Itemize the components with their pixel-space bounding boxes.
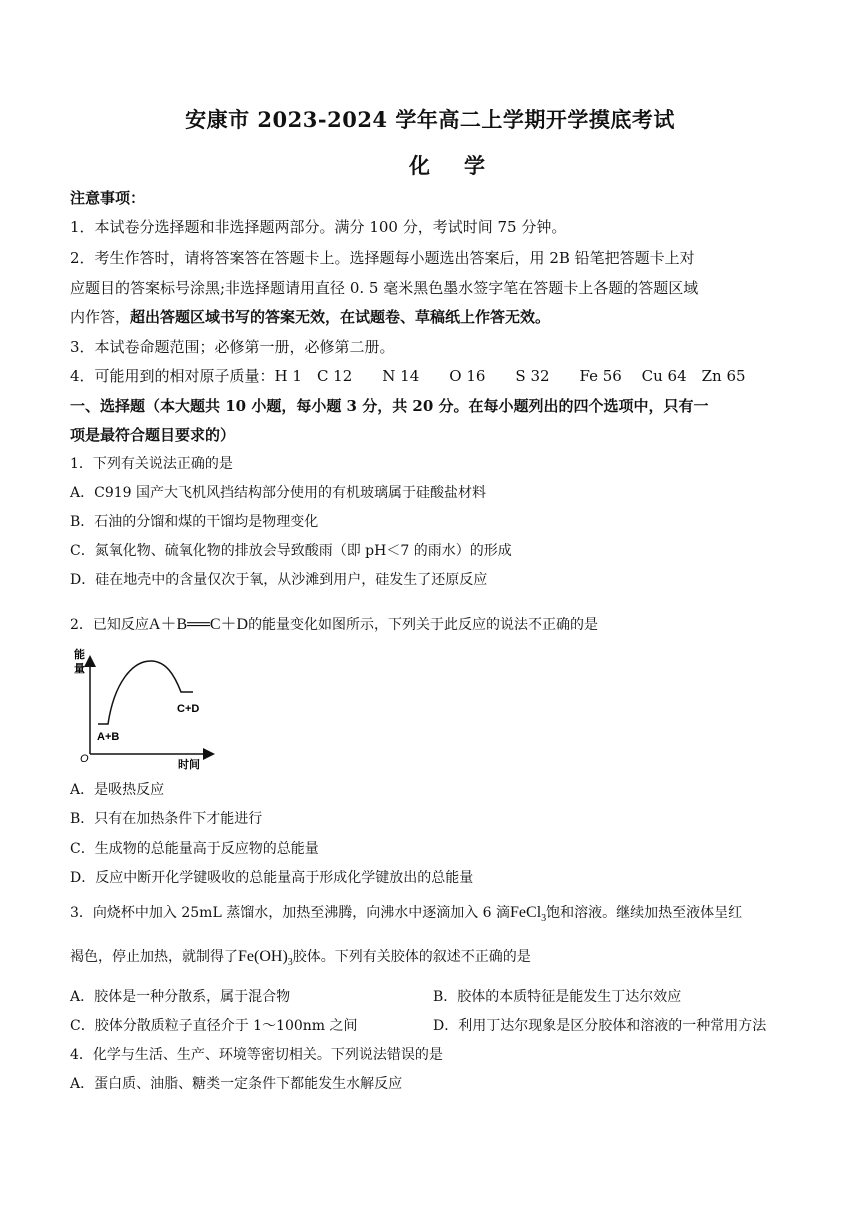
q3-line1-post: 饱和溶液。继续加热至液体呈红: [546, 905, 743, 921]
q2-stem-post: 的能量变化如图所示，下列关于此反应的说法不正确的是: [248, 617, 599, 633]
notice-item-2-line-1: 2．考生作答时，请将答案答在答题卡上。选择题每小题选出答案后，用 2B 铅笔把答题卡上对: [70, 249, 695, 267]
q4-stem: 4．化学与生活、生产、环境等密切相关。下列说法错误的是: [70, 1047, 443, 1063]
q3-stem-line-2: [70, 947, 795, 973]
q2-equation: A＋B══C＋D: [148, 616, 249, 633]
q3-option-d: D．利用丁达尔现象是区分胶体和溶液的一种常用方法: [433, 1018, 767, 1034]
q3-option-c: C．胶体分散质粒子直径介于 1～100nm 之间: [70, 1018, 358, 1034]
q4-option-a: A．蛋白质、油脂、糖类一定条件下都能发生水解反应: [70, 1076, 403, 1092]
energy-diagram: [70, 644, 220, 774]
q2-option-d: D．反应中断开化学键吸收的总能量高于形成化学键放出的总能量: [70, 870, 474, 886]
q3-line2-post: 胶体。下列有关胶体的叙述不正确的是: [292, 949, 531, 965]
notice-item-1: 1．本试卷分选择题和非选择题两部分。满分 100 分，考试时间 75 分钟。: [70, 218, 567, 236]
q2-option-c: C．生成物的总能量高于反应物的总能量: [70, 841, 319, 857]
notice-item-4: 4．可能用到的相对原子质量：H 1 C 12 N 14 O 16 S 32 Fe 56 Cu 64 Zn 65: [70, 367, 746, 385]
q1-option-c: C．氮氧化物、硫氧化物的排放会导致酸雨（即 pH＜7 的雨水）的形成: [70, 543, 512, 559]
q2-option-a: A．是吸热反应: [70, 782, 165, 798]
notice-heading: 注意事项：: [70, 189, 146, 207]
x-axis-label: 时间: [178, 759, 200, 771]
fecl3-main: FeCl: [510, 904, 542, 921]
q2-stem: [70, 615, 795, 635]
q2-stem-pre: 2．已知反应: [70, 617, 149, 633]
notice-item-2-line-2: 应题目的答案标号涂黑;非选择题请用直径 0. 5 毫米黑色墨水签字笔在答题卡上各题的答题区域: [70, 279, 699, 297]
reactant-label: A+B: [97, 731, 120, 743]
product-label: C+D: [177, 703, 200, 715]
q1-option-b: B．石油的分馏和煤的干馏均是物理变化: [70, 514, 319, 530]
q3-stem-line-1: [70, 903, 795, 929]
fecl3-formula: [510, 904, 547, 924]
notice-item-2-normal: 内作答，: [70, 308, 131, 326]
notice-item-2-bold: 超出答题区域书写的答案无效，在试题卷、草稿纸上作答无效。: [130, 308, 551, 326]
exam-title: 安康市 2023-2024 学年高二上学期开学摸底考试: [185, 107, 675, 132]
feoh3-subscript: 3: [287, 957, 293, 968]
y-axis-label-2: 量: [74, 663, 85, 675]
notice-item-2-line-3: [70, 307, 795, 327]
feoh3-main: Fe(OH): [238, 948, 288, 965]
q2-option-b: B．只有在加热条件下才能进行: [70, 811, 263, 827]
notice-item-3: 3．本试卷命题范围；必修第一册，必修第二册。: [70, 338, 395, 356]
fecl3-subscript: 3: [541, 913, 547, 924]
q1-option-a: A．C919 国产大飞机风挡结构部分使用的有机玻璃属于硅酸盐材料: [70, 485, 486, 501]
q3-option-a: A．胶体是一种分散系，属于混合物: [70, 989, 291, 1005]
q3-option-b: B．胶体的本质特征是能发生丁达尔效应: [433, 989, 682, 1005]
section-1-heading-line-1: 一、选择题（本大题共 10 小题，每小题 3 分，共 20 分。在每小题列出的四个选项中，只有一: [70, 397, 709, 415]
q3-line1-pre: 3．向烧杯中加入 25mL 蒸馏水，加热至沸腾，向沸水中逐滴加入 6 滴: [70, 905, 511, 921]
section-1-heading-line-2: 项是最符合题目要求的）: [70, 426, 236, 444]
subject-title: 化学: [409, 153, 519, 178]
origin-label: O: [80, 753, 89, 765]
q3-line2-pre: 褐色，停止加热，就制得了: [70, 949, 238, 965]
y-axis-label-1: 能: [74, 649, 85, 661]
q1-stem: 1．下列有关说法正确的是: [70, 456, 233, 472]
feoh3-formula: [238, 948, 293, 968]
q1-option-d: D．硅在地壳中的含量仅次于氧，从沙滩到用户，硅发生了还原反应: [70, 572, 488, 588]
